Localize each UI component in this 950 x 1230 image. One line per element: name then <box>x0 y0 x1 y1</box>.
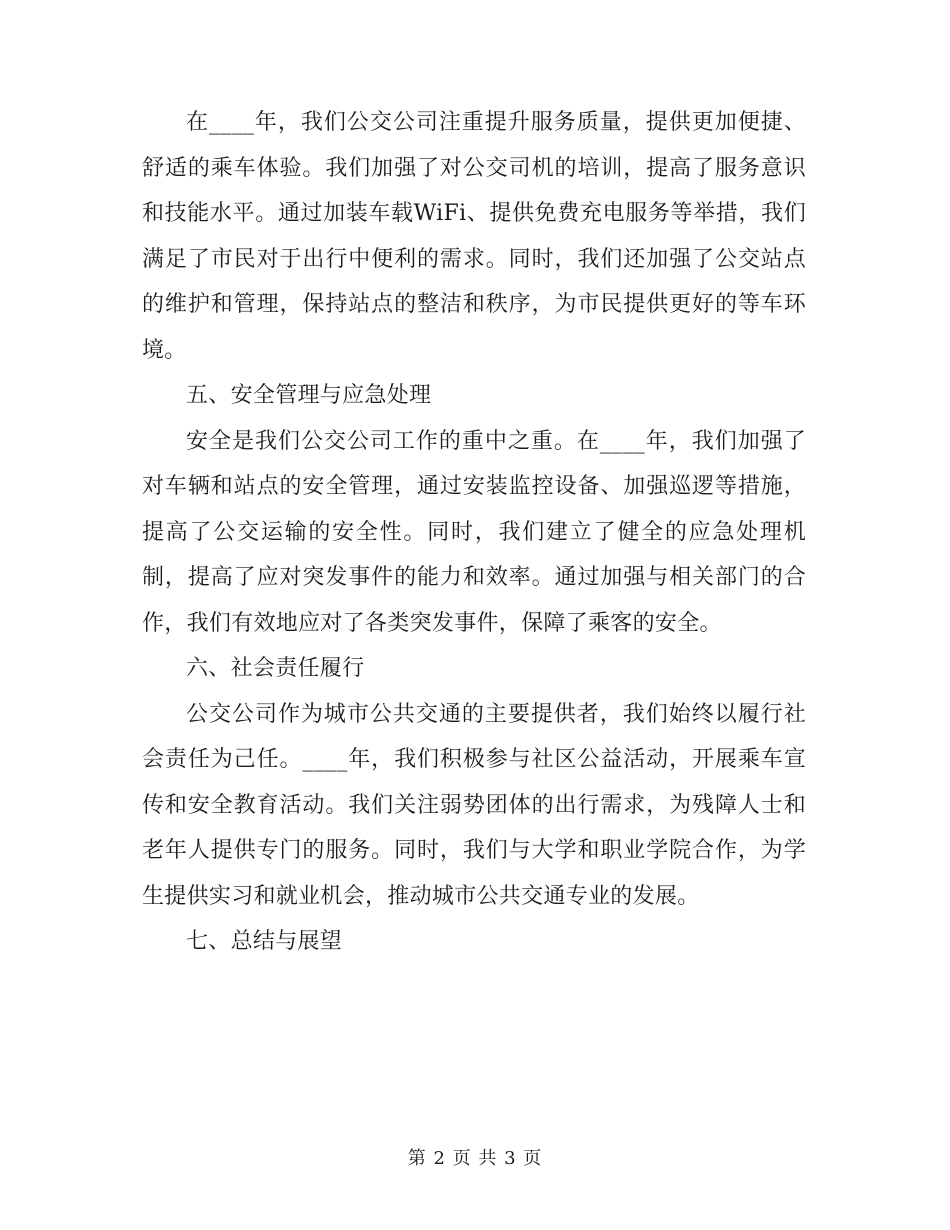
section-heading-social-responsibility: 六、社会责任履行 <box>186 656 365 681</box>
document-body <box>142 100 806 965</box>
section-heading-summary: 七、总结与展望 <box>186 929 343 954</box>
page-number-footer: 第 2 页 共 3 页 <box>407 1148 543 1169</box>
paragraph-safety-management: 安全是我们公交公司工作的重中之重。在____年，我们加强了对车辆和站点的安全管理，通过安装监控设备、加强巡逻等措施，提高了公交运输的安全性。同时，我们建立了健全的应急处理机制，提高了应对突发事件的能力和效率。通过加强与相关部门的合作，我们有效地应对了各类突发事件，保障了乘客的安全。 <box>142 428 806 636</box>
section-heading-safety: 五、安全管理与应急处理 <box>186 383 432 408</box>
paragraph-social-responsibility: 公交公司作为城市公共交通的主要提供者，我们始终以履行社会责任为己任。____年，我们积极参与社区公益活动，开展乘车宣传和安全教育活动。我们关注弱势团体的出行需求，为残障人士和老年人提供专门的服务。同时，我们与大学和职业学院合作，为学生提供实习和就业机会，推动城市公共交通专业的发展。 <box>142 701 806 909</box>
paragraph-service-quality: 在____年，我们公交公司注重提升服务质量，提供更加便捷、舒适的乘车体验。我们加强了对公交司机的培训，提高了服务意识和技能水平。通过加装车载WiFi、提供免费充电服务等举措，我们满足了市民对于出行中便利的需求。同时，我们还加强了公交站点的维护和管理，保持站点的整洁和秩序，为市民提供更好的等车环境。 <box>142 110 806 363</box>
